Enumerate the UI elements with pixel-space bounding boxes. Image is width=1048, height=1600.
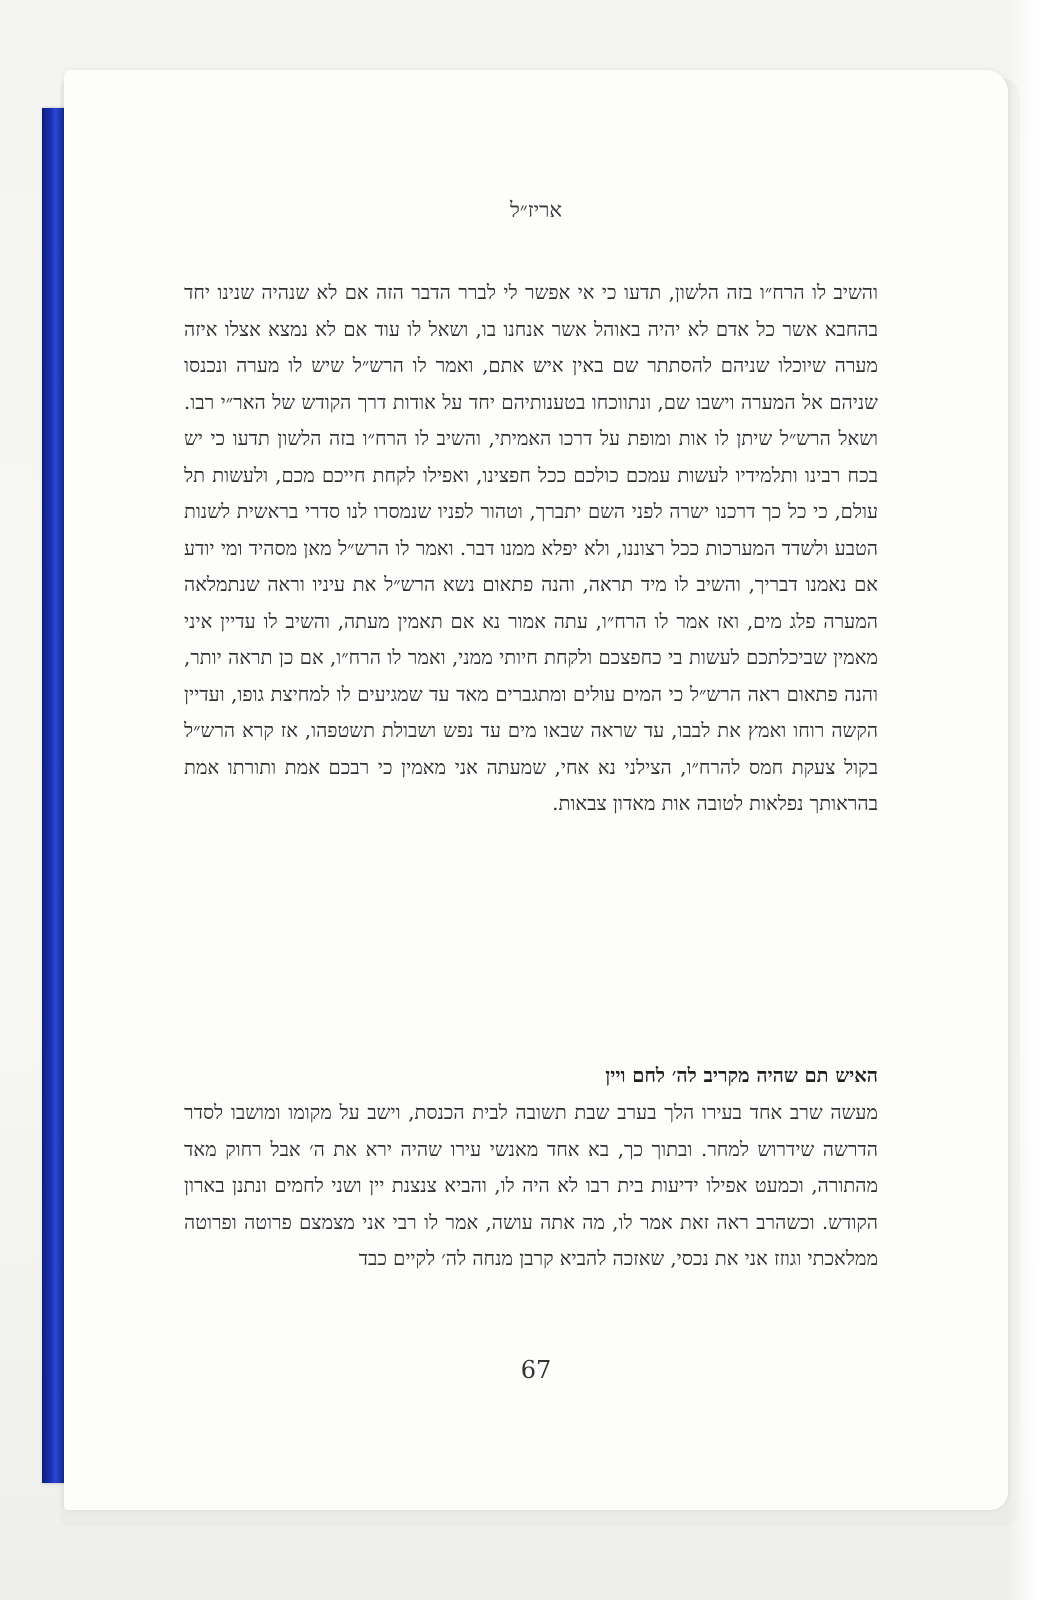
body-paragraph-1 bbox=[184, 275, 878, 823]
page-number: 67 bbox=[520, 1356, 552, 1384]
photo-edge-highlight bbox=[1008, 0, 1048, 1600]
body-paragraph-2 bbox=[184, 1095, 878, 1278]
paragraph-text: מעשה שרב אחד בעירו הלך בערב שבת תשובה לבית הכנסת, וישב על מקומו ומושבו לסדר הדרשה שידרוש למחר. ובתוך כך, בא אחד מאנשי עירו שהיה ירא את ה׳ אבל רחוק מאד מהתורה, וכמעט אפילו ידיעות בית רבו לא היה לו, והביא צנצנת יין ושני לחמים ונתנן בארון הקודש. וכשהרב ראה זאת אמר לו, מה אתה עושה, אמר לו רבי אני מצמצם פרוטה ופרוטה ממלאכתי וגוזז אני את נכסי, שאזכה להביא קרבן מנחה לה׳ לקיים כבד bbox=[184, 1101, 878, 1270]
book-spine bbox=[42, 108, 64, 1483]
paragraph-text: והשיב לו הרח״ו בזה הלשון, תדעו כי אי אפשר לי לברר הדבר הזה אם לא שנהיה שנינו יחד בהחבא אשר כל אדם לא יהיה באוהל אשר אנחנו בו, ושאל לו עוד אם לא נמצא אצלו איזה מערה שיוכלו שניהם להסתתר שם באין איש אתם, ואמר לו הרש״ל שיש לו מערה ונכנסו שניהם אל המערה וישבו שם, ונתווכחו בטענותיהם יחד על אודות דרך הקודש של האר״י רבו. ושאל הרש״ל שיתן לו אות ומופת על דרכו האמיתי, והשיב לו הרח״ו בזה הלשון תדעו כי יש בכח רבינו ותלמידיו לעשות עמכם כולכם ככל חפצינו, ואפילו לקחת חייכם מכם, ולעשות תל עולם, כי כל כך דרכנו ישרה לפני השם יתברך, וטהור לפניו שנמסרו לנו סדרי בראשית לשנות הטבע ולשדד המערכות ככל רצוננו, ולא יפלא ממנו דבר. ואמר לו הרש״ל מאן מסהיד ומי יודע אם נאמנו דבריך, והשיב לו מיד תראה, והנה פתאום נשא הרש״ל את עיניו וראה שנתמלאה המערה פלג מים, ואז אמר לו הרח״ו, עתה אמור נא אם תאמין מעתה, והשיב לו עדיין איני מאמין שביכלתכם לעשות בי כחפצכם ולקחת חיותי ממני, ואמר לו הרח״ו, אם כן תראה יותר, והנה פתאום ראה הרש״ל כי המים עולים ומתגברים מאד עד שמגיעים לו למחיצת גופו, ועדיין הקשה רוחו ואמץ את לבבו, עד שראה שבאו מים עד נפש ושבולת תשטפהו, אז קרא הרש״ל בקול צעקת חמס להרח״ו, הצילני נא אחי, שמעתה אני מאמין כי רבכם אמת ותורתו אמת בהראותך נפלאות לטובה אות מאדון צבאות. bbox=[184, 281, 878, 815]
section-heading: האיש תם שהיה מקריב לה׳ לחם ויין bbox=[605, 1064, 878, 1087]
book-page bbox=[64, 70, 1008, 1510]
running-head: אריז״ל bbox=[509, 198, 563, 222]
